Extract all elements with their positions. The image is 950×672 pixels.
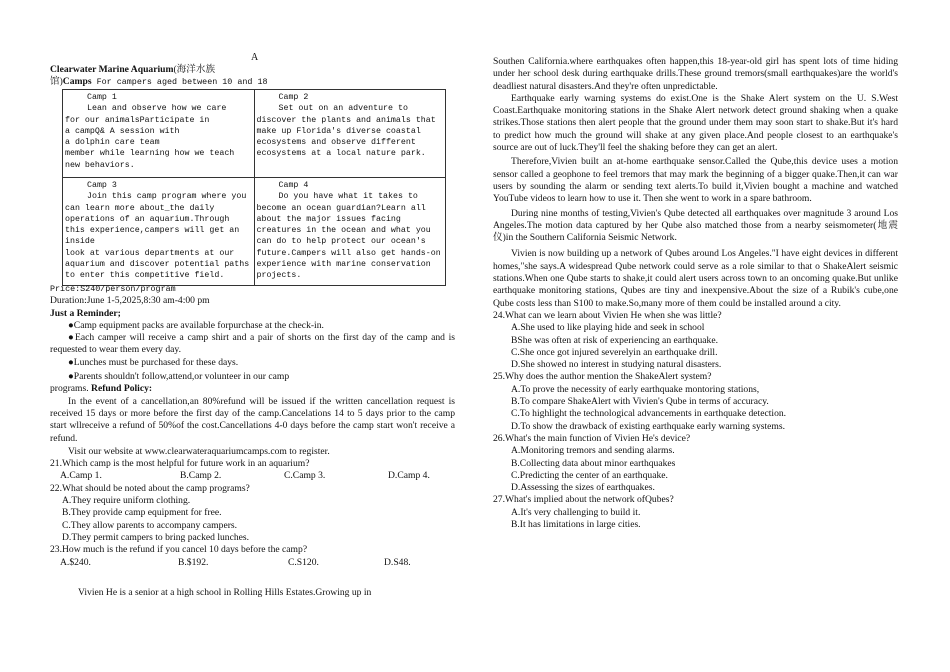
question-text: 23.How much is the refund if you cancel 10 days before the camp?	[50, 544, 308, 556]
option: A.It's very challenging to build it.	[511, 506, 641, 518]
camp-line: new behaviors.	[65, 160, 135, 170]
passage-paragraph: Vivien is now building up a network of Qubes around Los Angeles."I have eight devices in different homes,"she says.A widespread Qube network could serve as a role similar to that o ShakeAlert seismic stations.When one Qube starts to shake,it could alert users across town to an oncoming quake.But unlike earthquake monitoring stations, Qubes are tiny and inexpensive.About the size of a Rubik's cube,one Qube costs less than S100 to make.So,many more of them could be installed around a city.	[493, 248, 898, 309]
duration: Duration:June 1-5,2025,8:30 am-4:00 pm	[50, 295, 210, 307]
question-text: 21.Which camp is the most helpful for future work in an aquarium?	[50, 458, 310, 470]
option: A.Monitoring tremors and sending alarms.	[511, 445, 675, 457]
reminder-item: ●Each camper will receive a camp shirt and a pair of shorts on the first day of the camp and is requested to wear them every day.	[50, 332, 455, 356]
question-22	[50, 483, 455, 544]
option-row	[50, 557, 455, 569]
option: B.Camp 2.	[180, 470, 222, 482]
camp-line: Lean and observe how we care	[87, 104, 227, 114]
question-text: 24.What can we learn about Vivien He when she was little?	[493, 309, 722, 321]
passage-start: Vivien He is a senior at a high school in Rolling Hills Estates.Growing up in	[78, 586, 372, 598]
option: D.She showed no interest in studying natural disasters.	[511, 359, 722, 371]
camp-line: member while learning how we teach	[65, 149, 235, 159]
camp-line: inside	[65, 237, 95, 247]
camps-subtitle: For campers aged between 10 and 18	[91, 77, 268, 88]
camp-info	[50, 283, 455, 599]
question-text: 22.What should be noted about the camp programs?	[50, 482, 250, 494]
camp-line: a campQ& A session with	[65, 126, 180, 136]
camp-line: Set out on an adventure to	[278, 104, 408, 114]
reminder-item: ●Parents shouldn't follow,attend,or volunteer in our camp	[68, 371, 290, 383]
camp-line: a dolphin care team	[65, 138, 160, 148]
passage-paragraph: During nine months of testing,Vivien's Qube detected all earthquakes over magnitude 3 around Los Angeles.The motion data captured by her Qube also matched those from a nearby seismometer(地震仪)in the Southern California Seismic Network.	[493, 207, 898, 244]
programs-refund-line	[50, 383, 455, 395]
camp-line: become an ocean guardian?Learn all	[256, 203, 426, 213]
reminder-title: Just a Reminder;	[50, 307, 121, 319]
camp-line: discover the plants and animals that	[256, 115, 436, 125]
aquarium-title-cn: (海洋水族	[173, 64, 216, 75]
camp-line: aquarium and discover potential paths	[65, 260, 250, 270]
option: B.To compare ShakeAlert with Vivien's Qube in terms of accuracy.	[511, 396, 769, 408]
price: Price:S240/person/program	[50, 284, 176, 294]
camp-line: future.Campers will also get hands-on	[256, 248, 441, 258]
camp-line: look at various departments at our	[65, 248, 235, 258]
aquarium-title: Clearwater Marine Aquarium	[50, 64, 174, 75]
camp-cell	[254, 178, 446, 286]
camp-line: about the major issues facing	[256, 214, 401, 224]
option: C.Predicting the center of an earthquake.	[511, 469, 668, 481]
option: D.Assessing the sizes of earthquakes.	[511, 482, 655, 494]
option: C.To highlight the technological advancements in earthquake detection.	[511, 408, 787, 420]
option: D.S48.	[384, 556, 411, 568]
reminder-item: ●Camp equipment packs are available forpurchase at the check-in.	[68, 319, 324, 331]
question-21	[50, 458, 455, 483]
option: A.They require uniform clothing.	[62, 495, 191, 507]
camp-cell	[254, 90, 446, 178]
camp-line: ecosystems and observe different	[256, 138, 416, 148]
reminder-item: ●Lunches must be purchased for these days.	[68, 356, 239, 368]
question-23	[50, 544, 455, 569]
option: C.She once got injured severelyin an earthquake drill.	[511, 346, 718, 358]
refund-text: In the event of a cancellation,an 80%refund will be issued if the written cancellation request is received 15 days or more before the first day of the camp.Cancelations 14 to 5 days prior to the camp start wllreceive a refund of 50%of the cost.Cancellations 4-0 days before the camp start won't receive a refund.	[50, 395, 455, 444]
camp-line: make up Florida's diverse coastal	[256, 126, 421, 136]
option-row	[50, 470, 455, 482]
camp-name: Camp 2	[278, 93, 309, 102]
option: A.To prove the necessity of early earthquake montoring stations,	[511, 383, 760, 395]
camp-line: Do you have what it takes to	[278, 192, 418, 202]
question-24	[493, 310, 898, 371]
option: B.$192.	[178, 556, 209, 568]
camp-line: can do to help protect our ocean's	[256, 237, 426, 247]
camp-name: Camp 3	[87, 181, 117, 190]
visit-text: Visit our website at www.clearwateraquariumcamps.com to register.	[68, 445, 330, 457]
option: B.It has limitations in large cities.	[511, 518, 641, 530]
passage-paragraph: Southen California.where earthquakes often happen,this 18-year-old girl has spent lots of time hiding under her school desk during earthquake drills.These ground tremors(small earthquakes)are the world's deadliest natural disasters.And they're often unpredictable.	[493, 56, 898, 92]
passage-paragraph: Therefore,Vivien built an at-home earthquake sensor.Called the Qube,this device uses a motion sensor called a geophone to feel tremors that may mark the beginning of a bigger quake.Then,it can war users by sounding the alarm or sending text alerts.To build it,Vivien bought a machine and watched YouTube videos to learn how to use it. Then she went to work in a spare bathroom.	[493, 156, 898, 205]
option: A.Camp 1.	[60, 470, 102, 482]
option: C.Camp 3.	[284, 470, 326, 482]
question-26	[493, 433, 898, 494]
question-text: 27.What's implied about the network ofQubes?	[493, 494, 674, 506]
camp-line: projects.	[256, 271, 302, 281]
question-text: 25.Why does the author mention the ShakeAlert system?	[493, 371, 712, 383]
camp-line: ecosystems at a local nature park.	[256, 149, 426, 159]
option: D.They permit campers to bring packed lunches.	[62, 531, 250, 543]
option: A.$240.	[60, 556, 91, 568]
camp-name: Camp 4	[278, 181, 309, 190]
aquarium-title-cn2: 馆)	[50, 76, 63, 88]
camp-cell	[63, 178, 255, 286]
passage-paragraph: Earthquake early warning systems do exist.One is the Shake Alert system on the U. S.West Coast.Earthquake monitoring stations in the Shake Alert network detect ground shaking when a quake strikes.Those stations then alert people that the ground under them may soon start to shake.But it's hard to predict how much the ground will shake at any given place.And people closest to an earthquake's source are out of luck.They'll feel the shaking before they can get an alert.	[493, 92, 898, 154]
programs-word: programs.	[50, 383, 89, 395]
camp-line: for our animalsParticipate in	[65, 115, 210, 125]
option: B.Collecting data about minor earthquakes	[511, 457, 676, 469]
camps-table	[62, 89, 446, 286]
camp-line: this experience,campers will get an	[65, 226, 240, 236]
camp-name: Camp 1	[87, 93, 117, 102]
option: D.To show the drawback of existing earthquake early warning systems.	[511, 420, 786, 432]
question-27	[493, 494, 898, 531]
question-text: 26.What's the main function of Vivien He's device?	[493, 432, 691, 444]
camp-line: can learn more about_the daily	[65, 203, 215, 213]
camp-line: creatures in the ocean and what you	[256, 226, 431, 236]
camp-cell	[63, 90, 255, 178]
section-letter: A	[251, 52, 259, 63]
option: A.She used to like playing hide and seek in school	[511, 322, 705, 334]
option: D.Camp 4.	[388, 470, 430, 482]
option: B.They provide camp equipment for free.	[62, 507, 222, 519]
camps-label: Camps	[62, 76, 92, 88]
option: C.They allow parents to accompany campers.	[62, 519, 238, 531]
camp-line: operations of an aquarium.Through	[65, 214, 230, 224]
right-column	[493, 56, 898, 531]
aquarium-heading	[50, 64, 455, 89]
option: C.S120.	[288, 556, 319, 568]
question-25	[493, 371, 898, 432]
camp-line: experience with marine conservation	[256, 260, 431, 270]
camp-line: Join this camp program where you	[87, 192, 247, 202]
option: BShe was often at risk of experiencing an earthquake.	[511, 334, 718, 346]
camp-line: to enter this competitive field.	[65, 271, 225, 281]
refund-title: Refund Policy:	[91, 383, 153, 395]
